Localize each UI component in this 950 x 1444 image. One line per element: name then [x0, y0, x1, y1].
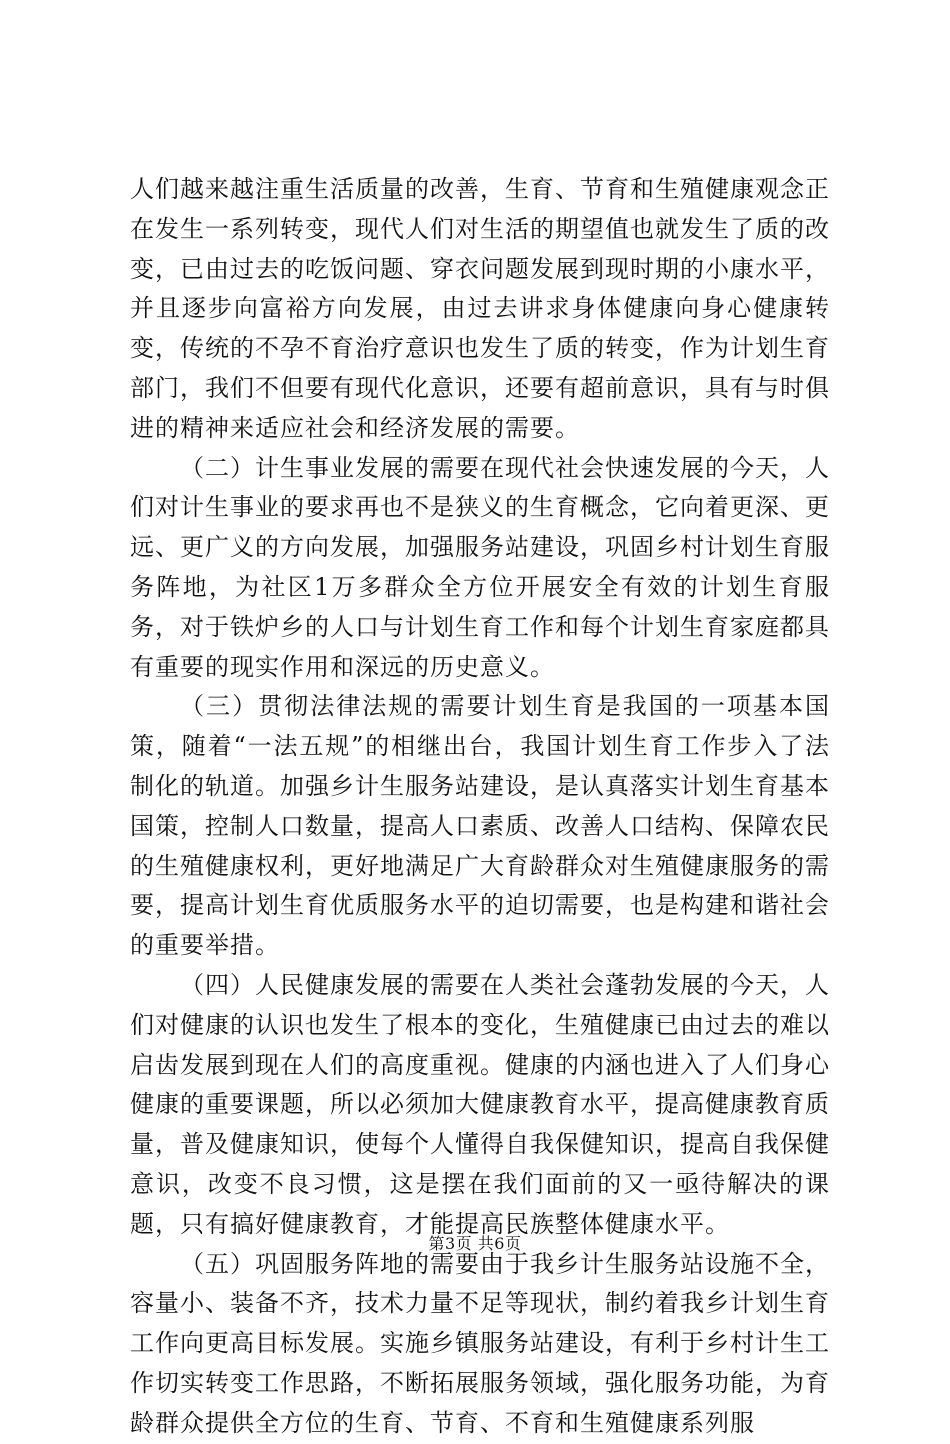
paragraph-section-2: （二）计生事业发展的需要在现代社会快速发展的今天，人们对计生事业的要求再也不是狭义的生育概念，它向着更深、更远、更广义的方向发展，加强服务站建设，巩固乡村计划生育服务阵地，为社区1万多群众全方位开展安全有效的计划生育服务，对于铁炉乡的人口与计划生育工作和每个计划生育家庭都具有重要的现实作用和深远的历史意义。	[130, 453, 830, 681]
paragraph-section-5: （五）巩固服务阵地的需要由于我乡计生服务站设施不全，容量小、装备不齐，技术力量不足等现状，制约着我乡计划生育工作向更高目标发展。实施乡镇服务站建设，有利于乡村计生工作切实转变工作思路，不断拓展服务领域，强化服务功能，为育龄群众提供全方位的生育、节育、不育和生殖健康系列服	[130, 1249, 830, 1437]
paragraph-continuation: 人们越来越注重生活质量的改善，生育、节育和生殖健康观念正在发生一系列转变，现代人们对生活的期望值也就发生了质的改变，已由过去的吃饭问题、穿衣问题发展到现时期的小康水平，并且逐步向富裕方向发展，由过去讲求身体健康向身心健康转变，传统的不孕不育治疗意识也发生了质的转变，作为计划生育部门，我们不但要有现代化意识，还要有超前意识，具有与时俱进的精神来适应社会和经济发展的需要。	[130, 175, 830, 442]
paragraph-section-3: （三）贯彻法律法规的需要计划生育是我国的一项基本国策，随着“一法五规”的相继出台，我国计划生育工作步入了法制化的轨道。加强乡计生服务站建设，是认真落实计划生育基本国策，控制人口数量，提高人口素质、改善人口结构、保障农民的生殖健康权利，更好地满足广大育龄群众对生殖健康服务的需要，提高计划生育优质服务水平的迫切需要，也是构建和谐社会的重要举措。	[130, 692, 830, 960]
paragraph-section-4: （四）人民健康发展的需要在人类社会蓬勃发展的今天，人们对健康的认识也发生了根本的变化，生殖健康已由过去的难以启齿发展到现在人们的高度重视。健康的内涵也进入了人们身心健康的重要课题，所以必须加大健康教育水平，提高健康教育质量，普及健康知识，使每个人懂得自我保健知识，提高自我保健意识，改变不良习惯，这是摆在我们面前的又一亟待解决的课题，只有搞好健康教育，才能提高民族整体健康水平。	[130, 970, 830, 1238]
page-number-footer: 第3页 共6页	[428, 1234, 522, 1253]
